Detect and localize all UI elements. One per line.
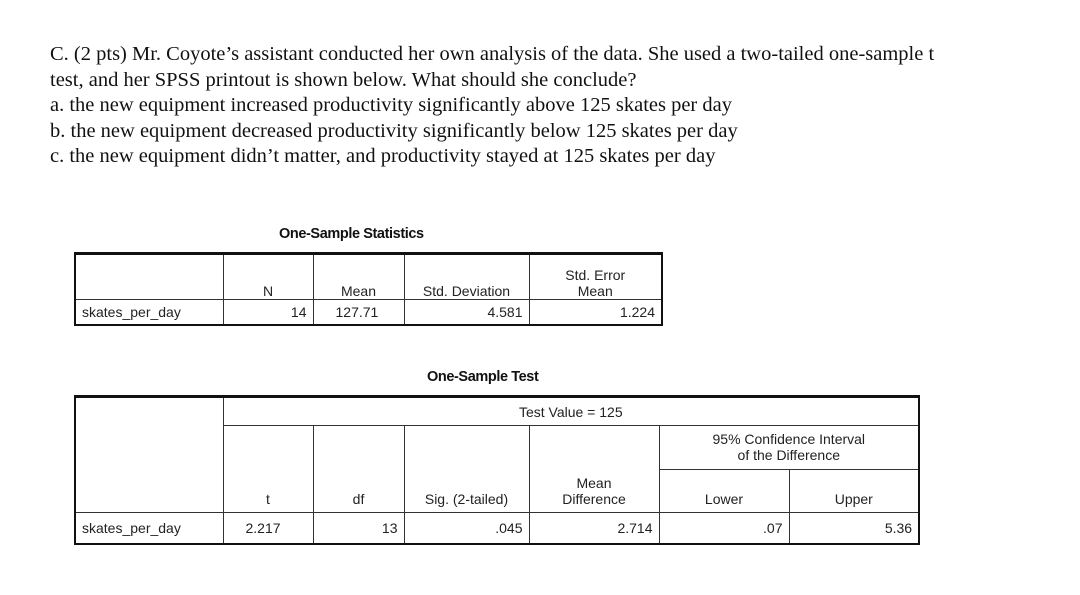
option-c: c. the new equipment didn’t matter, and productivity stayed at 125 skates per day bbox=[50, 145, 716, 167]
cell-mean: 127.71 bbox=[313, 300, 404, 325]
header-df: df bbox=[313, 426, 404, 513]
header-std-error-mean: Std. Error Mean bbox=[529, 254, 662, 300]
test-table-title: One-Sample Test bbox=[427, 369, 539, 385]
stats-table-title: One-Sample Statistics bbox=[279, 226, 424, 242]
header-upper: Upper bbox=[789, 470, 919, 513]
cell-std-error-mean: 1.224 bbox=[529, 300, 662, 325]
header-sig: Sig. (2-tailed) bbox=[404, 426, 529, 513]
header-row bbox=[75, 254, 662, 300]
empty-cell bbox=[75, 397, 223, 513]
table-row bbox=[75, 513, 919, 544]
option-a: a. the new equipment increased productivity significantly above 125 skates per day bbox=[50, 94, 732, 116]
cell-upper: 5.36 bbox=[789, 513, 919, 544]
row-label: skates_per_day bbox=[75, 513, 223, 544]
cell-mean-difference: 2.714 bbox=[529, 513, 659, 544]
question-text bbox=[50, 42, 934, 170]
header-mean: Mean bbox=[313, 254, 404, 300]
row-label: skates_per_day bbox=[75, 300, 223, 325]
header-t: t bbox=[223, 426, 313, 513]
question-line: test, and her SPSS printout is shown below. What should she conclude? bbox=[50, 68, 637, 91]
header-n: N bbox=[223, 254, 313, 300]
ci-header: 95% Confidence Interval of the Difference bbox=[659, 426, 919, 470]
test-value-row bbox=[75, 397, 919, 426]
header-lower: Lower bbox=[659, 470, 789, 513]
table-row bbox=[75, 300, 662, 325]
cell-lower: .07 bbox=[659, 513, 789, 544]
empty-cell bbox=[75, 254, 223, 300]
cell-std-deviation: 4.581 bbox=[404, 300, 529, 325]
header-mean-difference: Mean Difference bbox=[529, 426, 659, 513]
one-sample-test-table bbox=[74, 395, 920, 545]
cell-n: 14 bbox=[223, 300, 313, 325]
question-line: C. (2 pts) Mr. Coyote’s assistant conducted her own analysis of the data. She used a two-tailed one-sample t bbox=[50, 43, 935, 65]
one-sample-statistics-table bbox=[74, 252, 663, 326]
test-value-header: Test Value = 125 bbox=[223, 397, 919, 426]
cell-df: 13 bbox=[313, 513, 404, 544]
option-b: b. the new equipment decreased productivity significantly below 125 skates per day bbox=[50, 119, 738, 142]
cell-sig: .045 bbox=[404, 513, 529, 544]
header-std-deviation: Std. Deviation bbox=[404, 254, 529, 300]
cell-t: 2.217 bbox=[223, 513, 313, 544]
